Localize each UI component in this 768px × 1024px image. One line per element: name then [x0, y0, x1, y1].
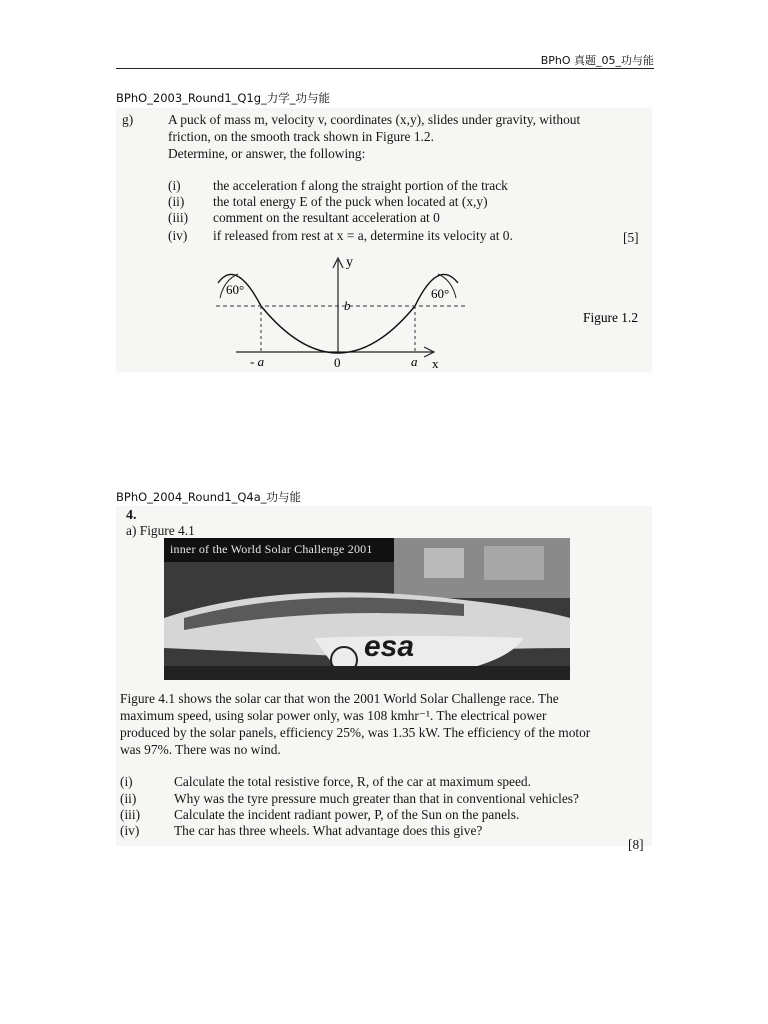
- q1-item-2-num: (ii): [168, 194, 185, 209]
- q1-intro-line-2: friction, on the smooth track shown in Figure 1.2.: [168, 129, 434, 144]
- figure-angle-right: 60°: [431, 286, 450, 301]
- q2-number: 4.: [126, 508, 137, 523]
- esa-logo: esa: [364, 630, 415, 663]
- question-1-scan: [116, 108, 652, 372]
- q2-item-1-text: Calculate the total resistive force, R, of the car at maximum speed.: [174, 774, 531, 789]
- figure-x-label: x: [432, 356, 439, 371]
- q1-intro-line-3: Determine, or answer, the following:: [168, 146, 366, 161]
- header-rule: [116, 68, 654, 69]
- q1-marks: [5]: [623, 230, 639, 245]
- figure-y-label: y: [346, 255, 353, 270]
- q1-item-4-num: (iv): [168, 228, 188, 243]
- q1-item-4-text: if released from rest at x = a, determine its velocity at 0.: [213, 228, 513, 243]
- figure-1-2-caption: Figure 1.2: [583, 310, 639, 325]
- q2-item-4-text: The car has three wheels. What advantage does this give?: [174, 823, 483, 838]
- question-1-label: BPhO_2003_Round1_Q1g_力学_功与能: [116, 91, 331, 105]
- question-2-scan: [116, 506, 652, 852]
- q1-part-label: g): [122, 112, 134, 127]
- figure-angle-left: 60°: [226, 282, 245, 297]
- photo-banner-text: inner of the World Solar Challenge 2001: [170, 542, 373, 556]
- q2-para-line-3: produced by the solar panels, efficiency 25%, was 1.35 kW. The efficiency of the motor: [120, 725, 591, 740]
- figure-a-label: a: [411, 354, 418, 369]
- page-header: BPhO 真题_05_功与能: [540, 54, 654, 67]
- q2-item-4-num: (iv): [120, 823, 140, 838]
- q2-item-1-num: (i): [120, 774, 133, 789]
- q2-item-3-text: Calculate the incident radiant power, P, of the Sun on the panels.: [174, 807, 520, 822]
- q1-intro-line-1: A puck of mass m, velocity v, coordinates (x,y), slides under gravity, without: [168, 112, 581, 127]
- figure-1-2-diagram: [116, 108, 652, 372]
- figure-b-label: b: [344, 298, 351, 313]
- question-2-label: BPhO_2004_Round1_Q4a_功与能: [116, 490, 302, 504]
- q1-item-2-text: the total energy E of the puck when located at (x,y): [213, 194, 488, 209]
- q2-item-3-num: (iii): [120, 807, 141, 822]
- q2-marks: [8]: [628, 837, 644, 852]
- q2-para-line-4: was 97%. There was no wind.: [120, 742, 281, 757]
- q1-item-1-text: the acceleration f along the straight portion of the track: [213, 178, 508, 193]
- q1-item-1-num: (i): [168, 178, 181, 193]
- q2-subpart: a) Figure 4.1: [126, 523, 195, 538]
- q2-item-2-text: Why was the tyre pressure much greater than that in conventional vehicles?: [174, 791, 579, 806]
- figure-zero-label: 0: [334, 355, 341, 370]
- q2-item-2-num: (ii): [120, 791, 137, 806]
- q1-item-3-num: (iii): [168, 210, 189, 225]
- figure-neg-a-label: - a: [250, 354, 265, 369]
- q2-para-line-2: maximum speed, using solar power only, was 108 kmhr⁻¹. The electrical power: [120, 708, 547, 723]
- q2-para-line-1: Figure 4.1 shows the solar car that won the 2001 World Solar Challenge race. The: [120, 691, 559, 706]
- figure-4-1-photo: [164, 538, 570, 680]
- q1-item-3-text: comment on the resultant acceleration at 0: [213, 210, 440, 225]
